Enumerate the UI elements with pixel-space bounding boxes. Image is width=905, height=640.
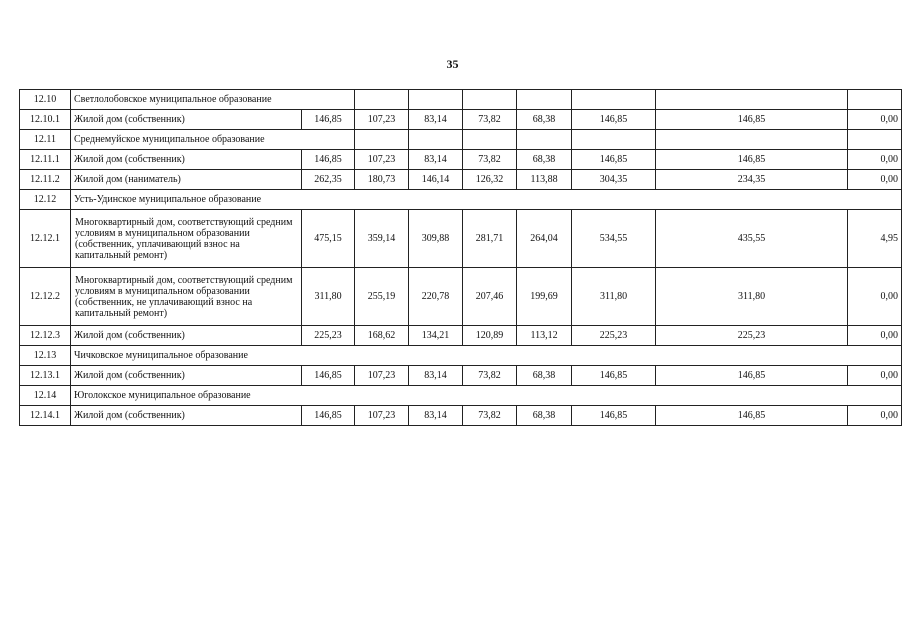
value-cell: 126,32 bbox=[463, 170, 517, 190]
table-row bbox=[20, 366, 902, 386]
value-cell: 107,23 bbox=[355, 366, 409, 386]
section-row bbox=[20, 190, 902, 210]
value-cell: 146,85 bbox=[656, 110, 848, 130]
value-cell: 435,55 bbox=[656, 210, 848, 268]
value-cell: 73,82 bbox=[463, 366, 517, 386]
value-cell: 220,78 bbox=[409, 268, 463, 326]
value-cell: 0,00 bbox=[848, 326, 902, 346]
value-cell: 68,38 bbox=[517, 366, 572, 386]
row-name: Жилой дом (собственник) bbox=[71, 150, 302, 170]
table-row bbox=[20, 326, 902, 346]
value-cell: 304,35 bbox=[572, 170, 656, 190]
section-name: Усть-Удинское муниципальное образование bbox=[71, 190, 902, 210]
tariff-table bbox=[19, 89, 902, 426]
value-cell: 180,73 bbox=[355, 170, 409, 190]
value-cell: 83,14 bbox=[409, 366, 463, 386]
value-cell: 359,14 bbox=[355, 210, 409, 268]
empty-cell bbox=[572, 90, 656, 110]
value-cell: 146,85 bbox=[572, 366, 656, 386]
value-cell: 4,95 bbox=[848, 210, 902, 268]
value-cell: 199,69 bbox=[517, 268, 572, 326]
empty-cell bbox=[355, 90, 409, 110]
empty-cell bbox=[656, 90, 848, 110]
row-code: 12.14.1 bbox=[20, 406, 71, 426]
table-row bbox=[20, 150, 902, 170]
value-cell: 120,89 bbox=[463, 326, 517, 346]
row-name: Многоквартирный дом, соответствующий средним условиям в муниципальном образовании (собственник, уплачивающий взнос на капитальный ремонт) bbox=[71, 210, 302, 268]
page-number: 35 bbox=[446, 57, 459, 71]
empty-cell bbox=[572, 130, 656, 150]
row-code: 12.10.1 bbox=[20, 110, 71, 130]
value-cell: 311,80 bbox=[302, 268, 355, 326]
value-cell: 107,23 bbox=[355, 110, 409, 130]
table-row bbox=[20, 170, 902, 190]
value-cell: 309,88 bbox=[409, 210, 463, 268]
section-row bbox=[20, 386, 902, 406]
section-code: 12.12 bbox=[20, 190, 71, 210]
value-cell: 255,19 bbox=[355, 268, 409, 326]
value-cell: 146,14 bbox=[409, 170, 463, 190]
value-cell: 168,62 bbox=[355, 326, 409, 346]
value-cell: 146,85 bbox=[302, 406, 355, 426]
value-cell: 262,35 bbox=[302, 170, 355, 190]
value-cell: 68,38 bbox=[517, 110, 572, 130]
value-cell: 534,55 bbox=[572, 210, 656, 268]
value-cell: 475,15 bbox=[302, 210, 355, 268]
table-row bbox=[20, 406, 902, 426]
value-cell: 146,85 bbox=[656, 366, 848, 386]
empty-cell bbox=[463, 90, 517, 110]
value-cell: 83,14 bbox=[409, 110, 463, 130]
value-cell: 73,82 bbox=[463, 110, 517, 130]
row-name: Жилой дом (собственник) bbox=[71, 406, 302, 426]
value-cell: 281,71 bbox=[463, 210, 517, 268]
value-cell: 146,85 bbox=[656, 406, 848, 426]
section-name: Чичковское муниципальное образование bbox=[71, 346, 902, 366]
value-cell: 0,00 bbox=[848, 268, 902, 326]
value-cell: 146,85 bbox=[572, 150, 656, 170]
value-cell: 113,88 bbox=[517, 170, 572, 190]
value-cell: 146,85 bbox=[656, 150, 848, 170]
section-code: 12.11 bbox=[20, 130, 71, 150]
value-cell: 73,82 bbox=[463, 150, 517, 170]
value-cell: 146,85 bbox=[302, 150, 355, 170]
row-name: Жилой дом (собственник) bbox=[71, 326, 302, 346]
row-code: 12.13.1 bbox=[20, 366, 71, 386]
section-code: 12.10 bbox=[20, 90, 71, 110]
value-cell: 107,23 bbox=[355, 406, 409, 426]
value-cell: 107,23 bbox=[355, 150, 409, 170]
value-cell: 225,23 bbox=[656, 326, 848, 346]
section-code: 12.13 bbox=[20, 346, 71, 366]
value-cell: 134,21 bbox=[409, 326, 463, 346]
row-code: 12.11.2 bbox=[20, 170, 71, 190]
row-name: Жилой дом (собственник) bbox=[71, 110, 302, 130]
row-code: 12.12.3 bbox=[20, 326, 71, 346]
value-cell: 0,00 bbox=[848, 110, 902, 130]
value-cell: 207,46 bbox=[463, 268, 517, 326]
row-code: 12.12.2 bbox=[20, 268, 71, 326]
empty-cell bbox=[517, 130, 572, 150]
empty-cell bbox=[656, 130, 848, 150]
value-cell: 73,82 bbox=[463, 406, 517, 426]
value-cell: 83,14 bbox=[409, 406, 463, 426]
value-cell: 113,12 bbox=[517, 326, 572, 346]
value-cell: 68,38 bbox=[517, 150, 572, 170]
row-code: 12.11.1 bbox=[20, 150, 71, 170]
value-cell: 225,23 bbox=[572, 326, 656, 346]
empty-cell bbox=[463, 130, 517, 150]
row-name: Жилой дом (наниматель) bbox=[71, 170, 302, 190]
section-row bbox=[20, 90, 902, 110]
value-cell: 311,80 bbox=[656, 268, 848, 326]
value-cell: 83,14 bbox=[409, 150, 463, 170]
value-cell: 0,00 bbox=[848, 406, 902, 426]
section-name: Среднемуйское муниципальное образование bbox=[71, 130, 355, 150]
section-row bbox=[20, 346, 902, 366]
value-cell: 0,00 bbox=[848, 366, 902, 386]
empty-cell bbox=[355, 130, 409, 150]
section-code: 12.14 bbox=[20, 386, 71, 406]
empty-cell bbox=[848, 130, 902, 150]
value-cell: 146,85 bbox=[302, 366, 355, 386]
value-cell: 311,80 bbox=[572, 268, 656, 326]
value-cell: 146,85 bbox=[572, 110, 656, 130]
table-row bbox=[20, 210, 902, 268]
value-cell: 0,00 bbox=[848, 170, 902, 190]
row-name: Многоквартирный дом, соответствующий средним условиям в муниципальном образовании (собственник, не уплачивающий взнос на капитальный ремонт) bbox=[71, 268, 302, 326]
section-name: Юголокское муниципальное образование bbox=[71, 386, 902, 406]
empty-cell bbox=[517, 90, 572, 110]
section-name: Светлолобовское муниципальное образование bbox=[71, 90, 355, 110]
value-cell: 68,38 bbox=[517, 406, 572, 426]
value-cell: 146,85 bbox=[572, 406, 656, 426]
empty-cell bbox=[848, 90, 902, 110]
value-cell: 264,04 bbox=[517, 210, 572, 268]
table-row bbox=[20, 268, 902, 326]
row-code: 12.12.1 bbox=[20, 210, 71, 268]
table-row bbox=[20, 110, 902, 130]
value-cell: 0,00 bbox=[848, 150, 902, 170]
row-name: Жилой дом (собственник) bbox=[71, 366, 302, 386]
table-body bbox=[20, 90, 902, 426]
empty-cell bbox=[409, 90, 463, 110]
value-cell: 234,35 bbox=[656, 170, 848, 190]
section-row bbox=[20, 130, 902, 150]
value-cell: 225,23 bbox=[302, 326, 355, 346]
value-cell: 146,85 bbox=[302, 110, 355, 130]
empty-cell bbox=[409, 130, 463, 150]
